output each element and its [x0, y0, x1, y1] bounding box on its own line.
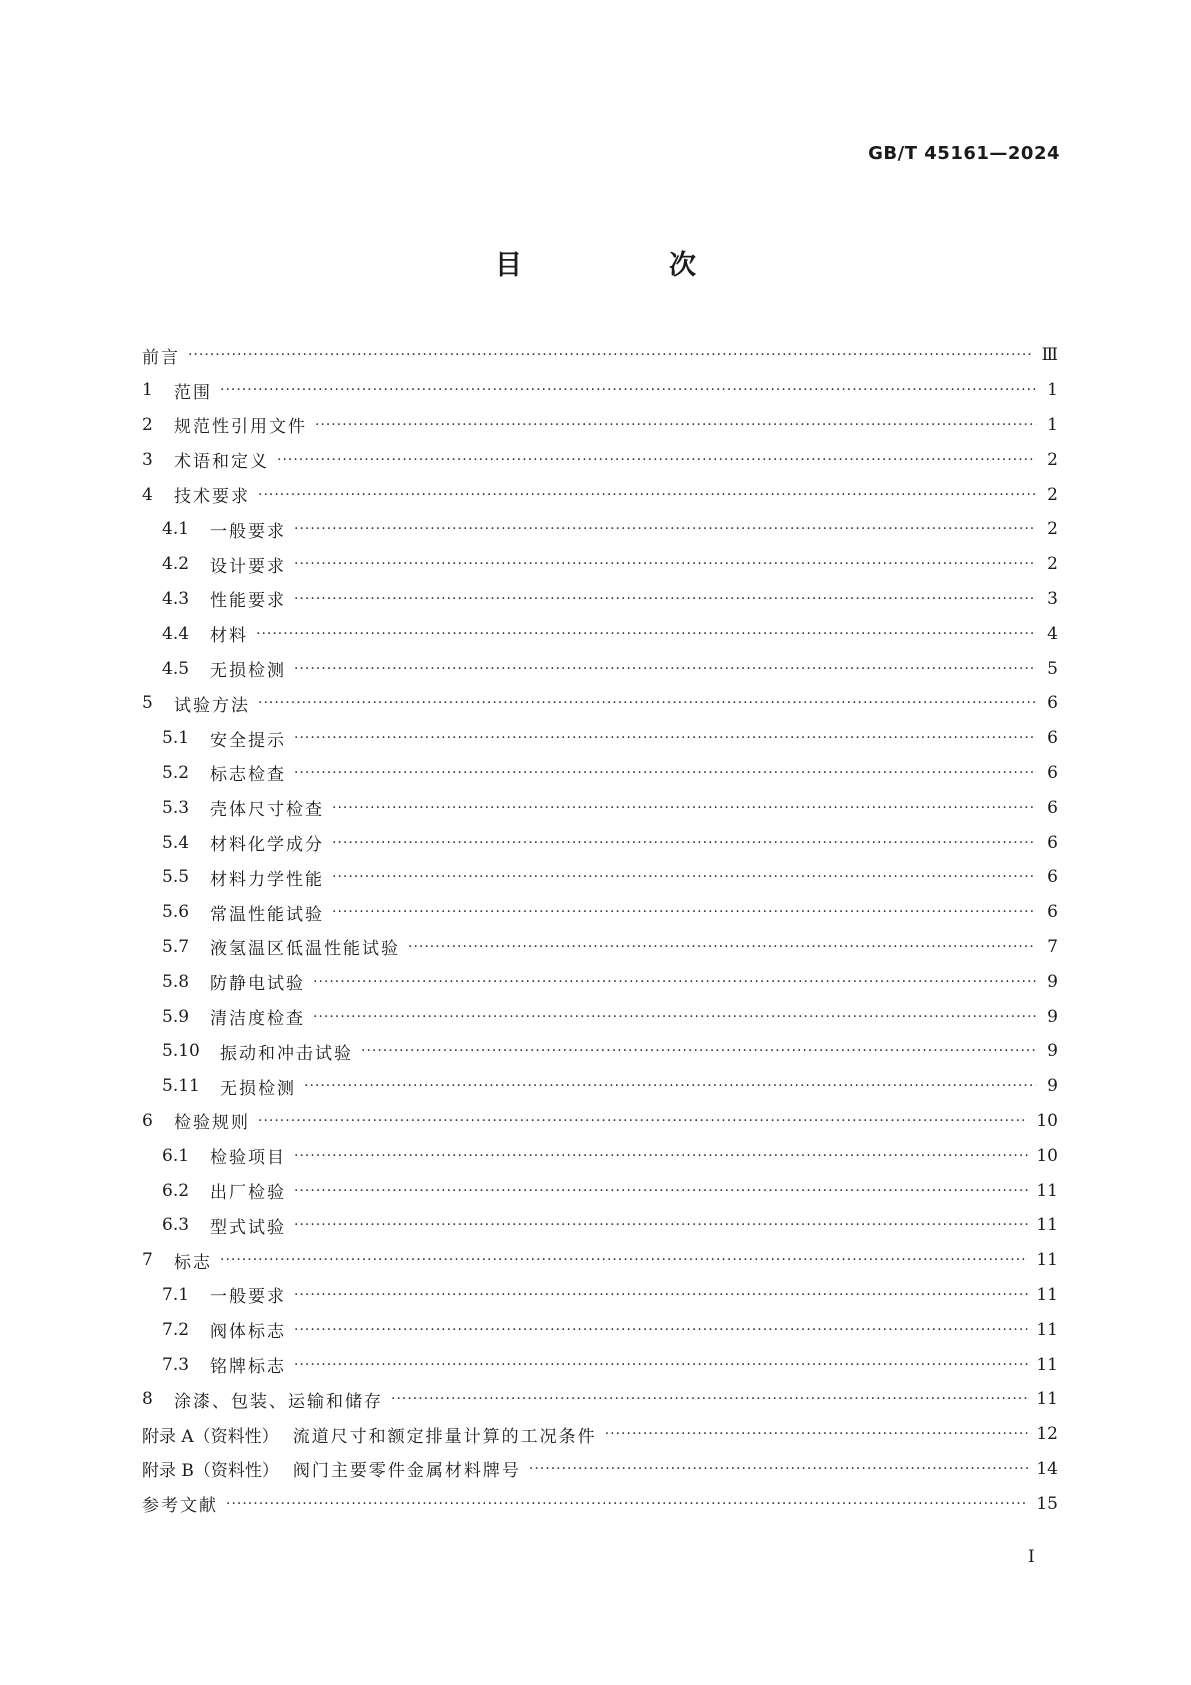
toc-entry-label: 设计要求 — [210, 556, 286, 577]
toc-entry-label: 检验规则 — [174, 1113, 250, 1134]
toc-entry-label: 材料力学性能 — [210, 869, 324, 890]
toc-entry[interactable] — [142, 1208, 1058, 1243]
toc-entry[interactable] — [142, 756, 1058, 791]
toc-entry-label: 出厂检验 — [210, 1183, 286, 1204]
toc-entry-label: 涂漆、包装、运输和储存 — [174, 1391, 383, 1412]
toc-entry-number: 5.3 — [162, 797, 190, 818]
toc-entry-label: 检验项目 — [210, 1148, 286, 1169]
dot-leader — [294, 1357, 1028, 1373]
dot-leader — [294, 1148, 1028, 1164]
dot-leader — [258, 1113, 1028, 1129]
toc-entry[interactable] — [142, 1382, 1058, 1417]
toc-entry-label: 材料化学成分 — [210, 835, 324, 856]
toc-entry-number: 附录 B（资料性） — [142, 1461, 279, 1482]
toc-entry-page: 11 — [1036, 1389, 1058, 1410]
toc-entry[interactable] — [142, 1034, 1058, 1069]
toc-entry-label: 阀体标志 — [210, 1322, 286, 1343]
dot-leader — [294, 1183, 1028, 1199]
toc-entry[interactable] — [142, 477, 1058, 512]
toc-entry[interactable] — [142, 790, 1058, 825]
toc-entry[interactable] — [142, 1138, 1058, 1173]
toc-entry-label: 规范性引用文件 — [174, 417, 307, 438]
toc-entry-page: 10 — [1036, 1145, 1058, 1166]
dot-leader — [408, 939, 1036, 955]
toc-entry[interactable] — [142, 582, 1058, 617]
toc-entry-number: 4.3 — [162, 588, 190, 609]
dot-leader — [315, 417, 1036, 433]
dot-leader — [220, 1252, 1028, 1268]
toc-entry-page: 2 — [1047, 519, 1058, 540]
dot-leader — [294, 1322, 1028, 1338]
toc-entry[interactable] — [142, 964, 1058, 999]
toc-entry-page: 9 — [1047, 1006, 1058, 1027]
toc-entry-label: 流道尺寸和额定排量计算的工况条件 — [292, 1426, 597, 1447]
toc-entry-number: 5 — [142, 693, 153, 714]
dot-leader — [258, 487, 1036, 503]
toc-entry-label: 材料 — [210, 626, 248, 647]
toc-entry-label: 技术要求 — [174, 487, 250, 508]
dot-leader — [391, 1391, 1028, 1407]
toc-entry-page: 6 — [1047, 902, 1058, 923]
dot-leader — [313, 1009, 1036, 1025]
toc-entry-number: 6 — [142, 1110, 153, 1131]
toc-entry[interactable] — [142, 1417, 1058, 1452]
toc-entry-page: 9 — [1047, 971, 1058, 992]
toc-entry-number: 7.3 — [162, 1354, 190, 1375]
toc-entry-label: 无损检测 — [220, 1078, 296, 1099]
toc-entry-page: 9 — [1047, 1041, 1058, 1062]
toc-entry-label: 范围 — [174, 382, 212, 403]
toc-entry-page: 11 — [1036, 1180, 1058, 1201]
page-title: 目 次 — [495, 250, 756, 281]
dot-leader — [332, 800, 1036, 816]
dot-leader — [294, 556, 1036, 572]
toc-entry-page: 2 — [1047, 554, 1058, 575]
toc-entry-number: 4.2 — [162, 554, 190, 575]
toc-entry-page: 4 — [1047, 623, 1058, 644]
dot-leader — [294, 591, 1036, 607]
toc-entry[interactable] — [142, 999, 1058, 1034]
toc-entry-page: 6 — [1047, 797, 1058, 818]
toc-entry-label: 试验方法 — [174, 695, 250, 716]
page-folio: I — [1028, 1547, 1035, 1567]
toc-entry-number: 6.2 — [162, 1180, 190, 1201]
toc-entry-label: 液氢温区低温性能试验 — [210, 939, 400, 960]
table-of-contents — [142, 338, 1058, 1521]
toc-entry-label: 常温性能试验 — [210, 904, 324, 925]
toc-entry-page: 6 — [1047, 832, 1058, 853]
toc-entry-number: 7.1 — [162, 1284, 190, 1305]
toc-entry[interactable] — [142, 651, 1058, 686]
toc-entry-number: 5.10 — [162, 1041, 200, 1062]
toc-entry-number: 5.11 — [162, 1076, 200, 1097]
toc-entry[interactable] — [142, 686, 1058, 721]
toc-entry-label: 阀门主要零件金属材料牌号 — [292, 1461, 521, 1482]
toc-entry[interactable] — [142, 1452, 1058, 1487]
toc-entry-page: 2 — [1047, 449, 1058, 470]
toc-entry-number: 6.3 — [162, 1215, 190, 1236]
toc-entry-number: 附录 A（资料性） — [142, 1426, 279, 1447]
toc-entry-number: 5.8 — [162, 971, 190, 992]
dot-leader — [294, 661, 1036, 677]
toc-entry[interactable] — [142, 1312, 1058, 1347]
dot-leader — [226, 1496, 1028, 1512]
toc-entry-label: 无损检测 — [210, 661, 286, 682]
toc-entry-number: 8 — [142, 1389, 153, 1410]
dot-leader — [258, 695, 1036, 711]
toc-entry-number: 4.4 — [162, 623, 190, 644]
toc-entry-page: 10 — [1036, 1110, 1058, 1131]
toc-entry[interactable] — [142, 616, 1058, 651]
toc-entry-number: 5.7 — [162, 936, 190, 957]
toc-entry-page: 6 — [1047, 693, 1058, 714]
toc-entry[interactable] — [142, 1486, 1058, 1521]
toc-entry-number: 4.1 — [162, 519, 190, 540]
toc-entry-label: 术语和定义 — [174, 452, 269, 473]
toc-entry-page: 6 — [1047, 867, 1058, 888]
toc-entry-page: 12 — [1036, 1424, 1058, 1445]
toc-entry-page: 11 — [1036, 1250, 1058, 1271]
toc-entry-number: 7.2 — [162, 1319, 190, 1340]
dot-leader — [294, 521, 1036, 537]
toc-entry-page: 1 — [1047, 380, 1058, 401]
toc-entry-label: 一般要求 — [210, 1287, 286, 1308]
toc-entry[interactable] — [142, 895, 1058, 930]
toc-entry-number: 5.9 — [162, 1006, 190, 1027]
dot-leader — [332, 869, 1036, 885]
toc-entry[interactable] — [142, 1243, 1058, 1278]
toc-entry[interactable] — [142, 373, 1058, 408]
toc-entry-number: 7 — [142, 1250, 153, 1271]
toc-entry-label: 标志检查 — [210, 765, 286, 786]
toc-entry-label: 壳体尺寸检查 — [210, 800, 324, 821]
toc-entry-label: 防静电试验 — [210, 974, 305, 995]
toc-entry-label: 振动和冲击试验 — [220, 1043, 353, 1064]
dot-leader — [256, 626, 1036, 642]
dot-leader — [313, 974, 1036, 990]
toc-entry[interactable] — [142, 860, 1058, 895]
toc-entry-page: 6 — [1047, 762, 1058, 783]
toc-entry-page: 1 — [1047, 414, 1058, 435]
toc-entry-label: 一般要求 — [210, 521, 286, 542]
dot-leader — [294, 1287, 1028, 1303]
toc-entry[interactable] — [142, 825, 1058, 860]
toc-entry-page: 3 — [1047, 588, 1058, 609]
toc-entry-page: 5 — [1047, 658, 1058, 679]
toc-entry[interactable] — [142, 930, 1058, 965]
toc-entry-number: 5.6 — [162, 902, 190, 923]
toc-entry-label: 参考文献 — [142, 1496, 218, 1517]
toc-entry-page: 9 — [1047, 1076, 1058, 1097]
dot-leader — [332, 835, 1036, 851]
toc-entry-page: 14 — [1036, 1458, 1058, 1479]
toc-entry[interactable] — [142, 547, 1058, 582]
toc-entry[interactable] — [142, 721, 1058, 756]
dot-leader — [277, 452, 1036, 468]
toc-entry-page: 11 — [1036, 1284, 1058, 1305]
toc-entry[interactable] — [142, 338, 1058, 373]
toc-entry-page: 11 — [1036, 1319, 1058, 1340]
dot-leader — [220, 382, 1036, 398]
toc-entry-number: 4 — [142, 484, 153, 505]
toc-entry-page: 11 — [1036, 1215, 1058, 1236]
toc-entry-number: 5.2 — [162, 762, 190, 783]
toc-entry[interactable] — [142, 1278, 1058, 1313]
toc-entry-page: 6 — [1047, 728, 1058, 749]
toc-entry-number: 3 — [142, 449, 153, 470]
toc-entry[interactable] — [142, 408, 1058, 443]
toc-entry-label: 清洁度检查 — [210, 1009, 305, 1030]
dot-leader — [605, 1426, 1029, 1442]
toc-entry-label: 前言 — [142, 347, 180, 368]
toc-entry[interactable] — [142, 1347, 1058, 1382]
dot-leader — [304, 1078, 1036, 1094]
toc-entry-number: 5.4 — [162, 832, 190, 853]
toc-entry-number: 5.5 — [162, 867, 190, 888]
toc-entry-number: 4.5 — [162, 658, 190, 679]
toc-entry-page: 2 — [1047, 484, 1058, 505]
toc-entry-label: 铭牌标志 — [210, 1357, 286, 1377]
toc-entry[interactable] — [142, 1173, 1058, 1208]
toc-entry-label: 型式试验 — [210, 1217, 286, 1238]
dot-leader — [294, 765, 1036, 781]
dot-leader — [529, 1461, 1028, 1477]
toc-entry-page: 15 — [1036, 1493, 1058, 1514]
toc-entry-label: 标志 — [174, 1252, 212, 1273]
toc-entry-page: Ⅲ — [1041, 345, 1058, 366]
toc-entry-number: 6.1 — [162, 1145, 190, 1166]
dot-leader — [294, 1217, 1028, 1233]
toc-entry-page: 7 — [1047, 936, 1058, 957]
dot-leader — [188, 347, 1034, 363]
dot-leader — [361, 1043, 1036, 1059]
toc-entry-label: 安全提示 — [210, 730, 286, 751]
toc-entry-number: 5.1 — [162, 728, 190, 749]
toc-entry[interactable] — [142, 1104, 1058, 1139]
toc-entry-number: 1 — [142, 380, 153, 401]
dot-leader — [294, 730, 1036, 746]
dot-leader — [332, 904, 1036, 920]
toc-entry-number: 2 — [142, 414, 153, 435]
toc-entry[interactable] — [142, 1069, 1058, 1104]
standard-code: GB/T 45161—2024 — [868, 143, 1060, 164]
toc-entry-page: 11 — [1036, 1354, 1058, 1375]
toc-entry-label: 性能要求 — [210, 591, 286, 612]
toc-entry[interactable] — [142, 442, 1058, 477]
toc-entry[interactable] — [142, 512, 1058, 547]
